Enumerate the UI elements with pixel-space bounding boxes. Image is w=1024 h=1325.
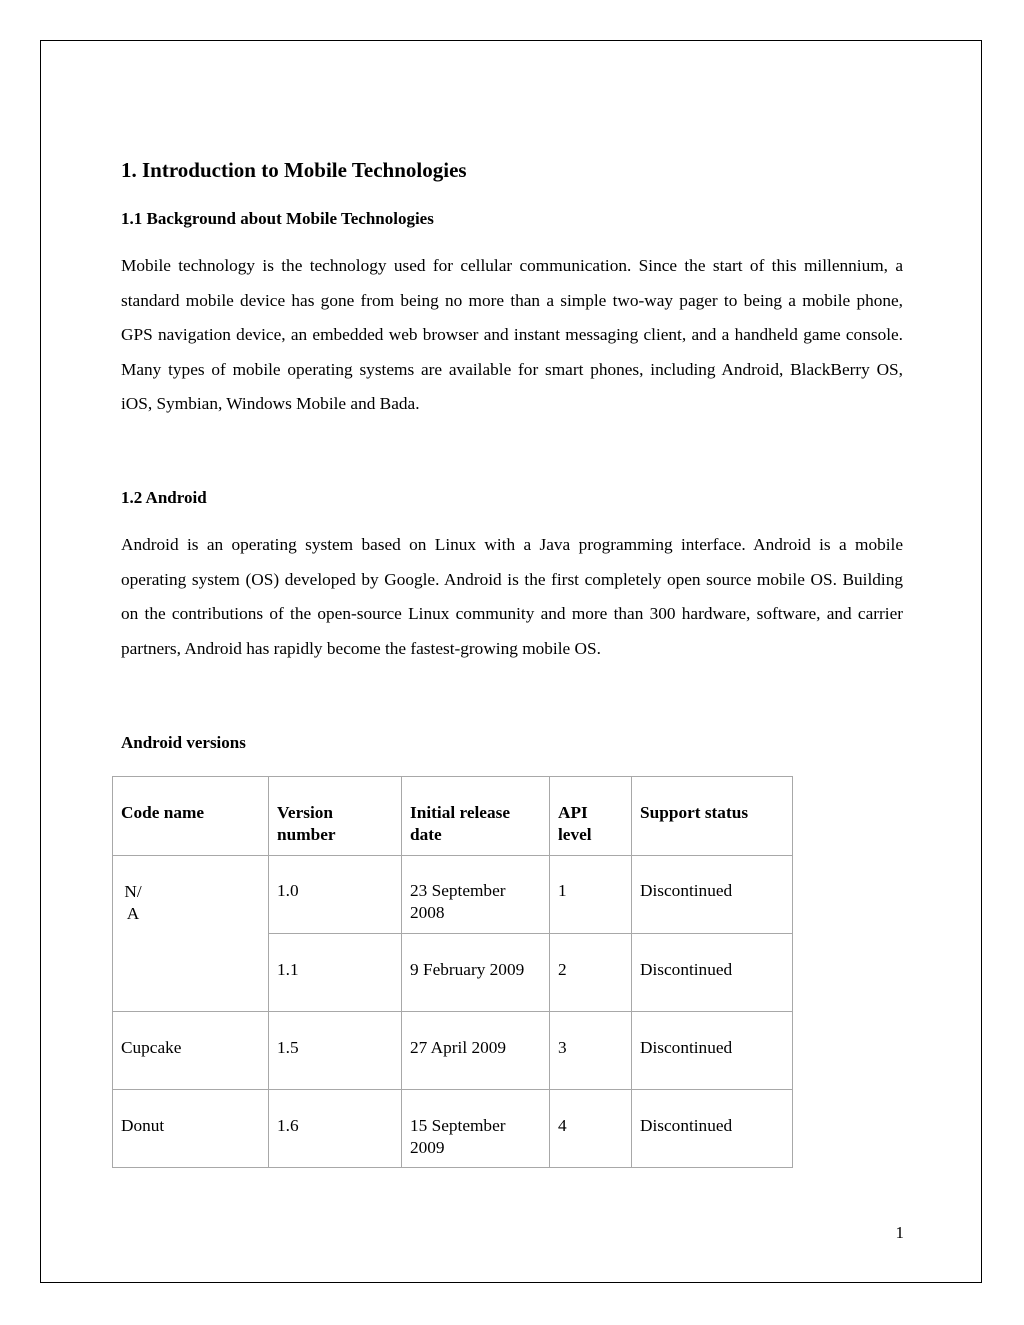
section-heading-android: 1.2 Android bbox=[121, 488, 207, 507]
cell-release-date: 9 February 2009 bbox=[402, 934, 550, 1012]
header-code-name: Code name bbox=[113, 777, 269, 856]
paragraph-background: Mobile technology is the technology used for cellular communication. Since the start of this millennium, a standard mobile device has gone from being no more than a simple two-way pager to being a mobile phone, GPS navigation device, an embedded web browser and instant messaging client, and a handheld game console. Many types of mobile operating systems are available for smart phones, including Android, BlackBerry OS, iOS, Symbian, Windows Mobile and Bada. bbox=[121, 256, 903, 414]
document-title: 1. Introduction to Mobile Technologies bbox=[121, 158, 467, 182]
header-api-level: API level bbox=[550, 777, 632, 856]
cell-code-name bbox=[113, 856, 269, 1012]
cell-support-status: Discontinued bbox=[632, 1090, 793, 1168]
cell-version: 1.5 bbox=[269, 1012, 402, 1090]
cell-version: 1.1 bbox=[269, 934, 402, 1012]
code-name-na: N/A bbox=[124, 882, 142, 923]
cell-code-name: Donut bbox=[113, 1090, 269, 1168]
cell-api-level: 2 bbox=[550, 934, 632, 1012]
table-heading: Android versions bbox=[121, 733, 246, 752]
cell-api-level: 1 bbox=[550, 856, 632, 934]
paragraph-android: Android is an operating system based on Linux with a Java programming interface. Android is a mobile operating system (OS) developed by Google. Android is the first completely open source mobile OS. Building on the contributions of the open-source Linux community and more than 300 hardware, software, and carrier partners, Android has rapidly become the fastest-growing mobile OS. bbox=[121, 535, 903, 658]
cell-support-status: Discontinued bbox=[632, 934, 793, 1012]
cell-api-level: 3 bbox=[550, 1012, 632, 1090]
table-header-row bbox=[113, 777, 793, 856]
table-row bbox=[113, 1012, 793, 1090]
header-release-date: Initial release date bbox=[402, 777, 550, 856]
header-support-status: Support status bbox=[632, 777, 793, 856]
page-number: 1 bbox=[895, 1223, 904, 1242]
table-row bbox=[113, 1090, 793, 1168]
cell-code-name: Cupcake bbox=[113, 1012, 269, 1090]
cell-release-date: 27 April 2009 bbox=[402, 1012, 550, 1090]
cell-release-date: 23 September 2008 bbox=[402, 856, 550, 934]
section-heading-background: 1.1 Background about Mobile Technologies bbox=[121, 209, 434, 228]
cell-version: 1.6 bbox=[269, 1090, 402, 1168]
cell-api-level: 4 bbox=[550, 1090, 632, 1168]
cell-version: 1.0 bbox=[269, 856, 402, 934]
cell-support-status: Discontinued bbox=[632, 856, 793, 934]
android-versions-table bbox=[112, 776, 793, 1168]
table-row bbox=[113, 856, 793, 934]
header-version-number: Version number bbox=[269, 777, 402, 856]
cell-release-date: 15 September 2009 bbox=[402, 1090, 550, 1168]
cell-support-status: Discontinued bbox=[632, 1012, 793, 1090]
